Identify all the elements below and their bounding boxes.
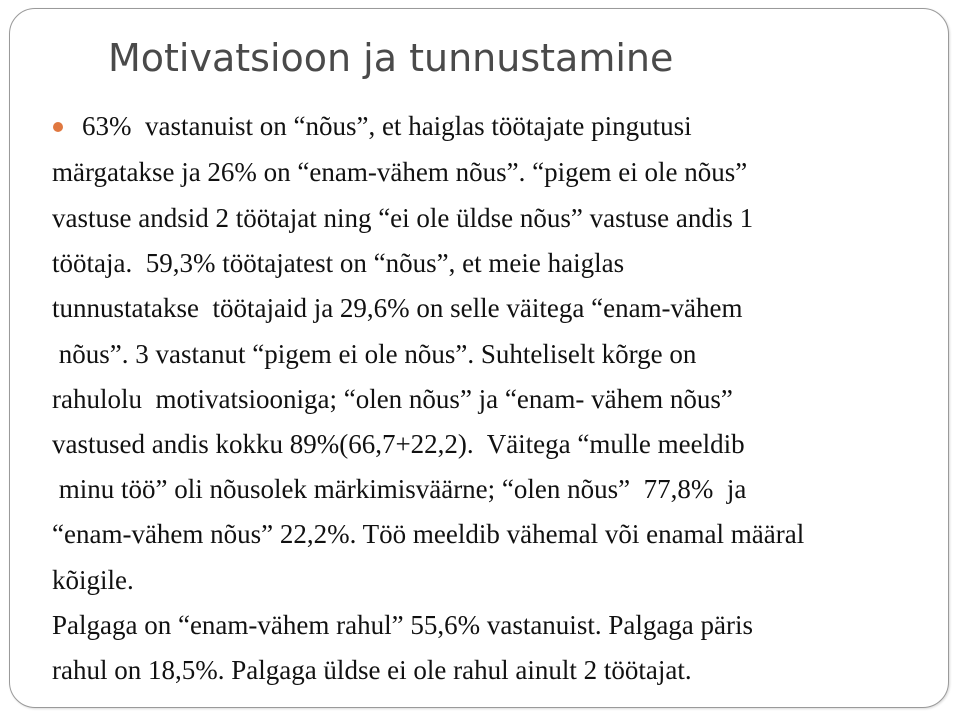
body-line: märgatakse ja 26% on “enam-vähem nõus”. “pigem ei ole nõus” [52,157,748,187]
body-line: minu töö” oli nõusolek märkimisväärne; “olen nõus” 77,8% ja [52,474,747,504]
body-line: vastuse andsid 2 töötajat ning “ei ole üldse nõus” vastuse andis 1 [52,203,754,233]
body-line: vastused andis kokku 89%(66,7+22,2). Väitega “mulle meeldib [52,429,745,459]
body-line: rahulolu motivatsiooniga; “olen nõus” ja “enam- vähem nõus” [52,384,733,414]
body-line: 63% vastanuist on “nõus”, et haiglas töötajate pingutusi [82,111,692,141]
slide-title: Motivatsioon ja tunnustamine [108,36,674,80]
body-line: tunnustatakse töötajaid ja 29,6% on selle väitega “enam-vähem [52,293,743,323]
body-line: Palgaga on “enam-vähem rahul” 55,6% vastanuist. Palgaga päris [52,610,754,640]
body-line: nõus”. 3 vastanut “pigem ei ole nõus”. Suhteliselt kõrge on [52,339,697,369]
body-line: kõigile. [52,565,134,595]
body-line: töötaja. 59,3% töötajatest on “nõus”, et meie haiglas [52,248,625,278]
body-line: rahul on 18,5%. Palgaga üldse ei ole rahul ainult 2 töötajat. [52,655,692,685]
body-line: “enam-vähem nõus” 22,2%. Töö meeldib vähemal või enamal määral [52,519,805,549]
